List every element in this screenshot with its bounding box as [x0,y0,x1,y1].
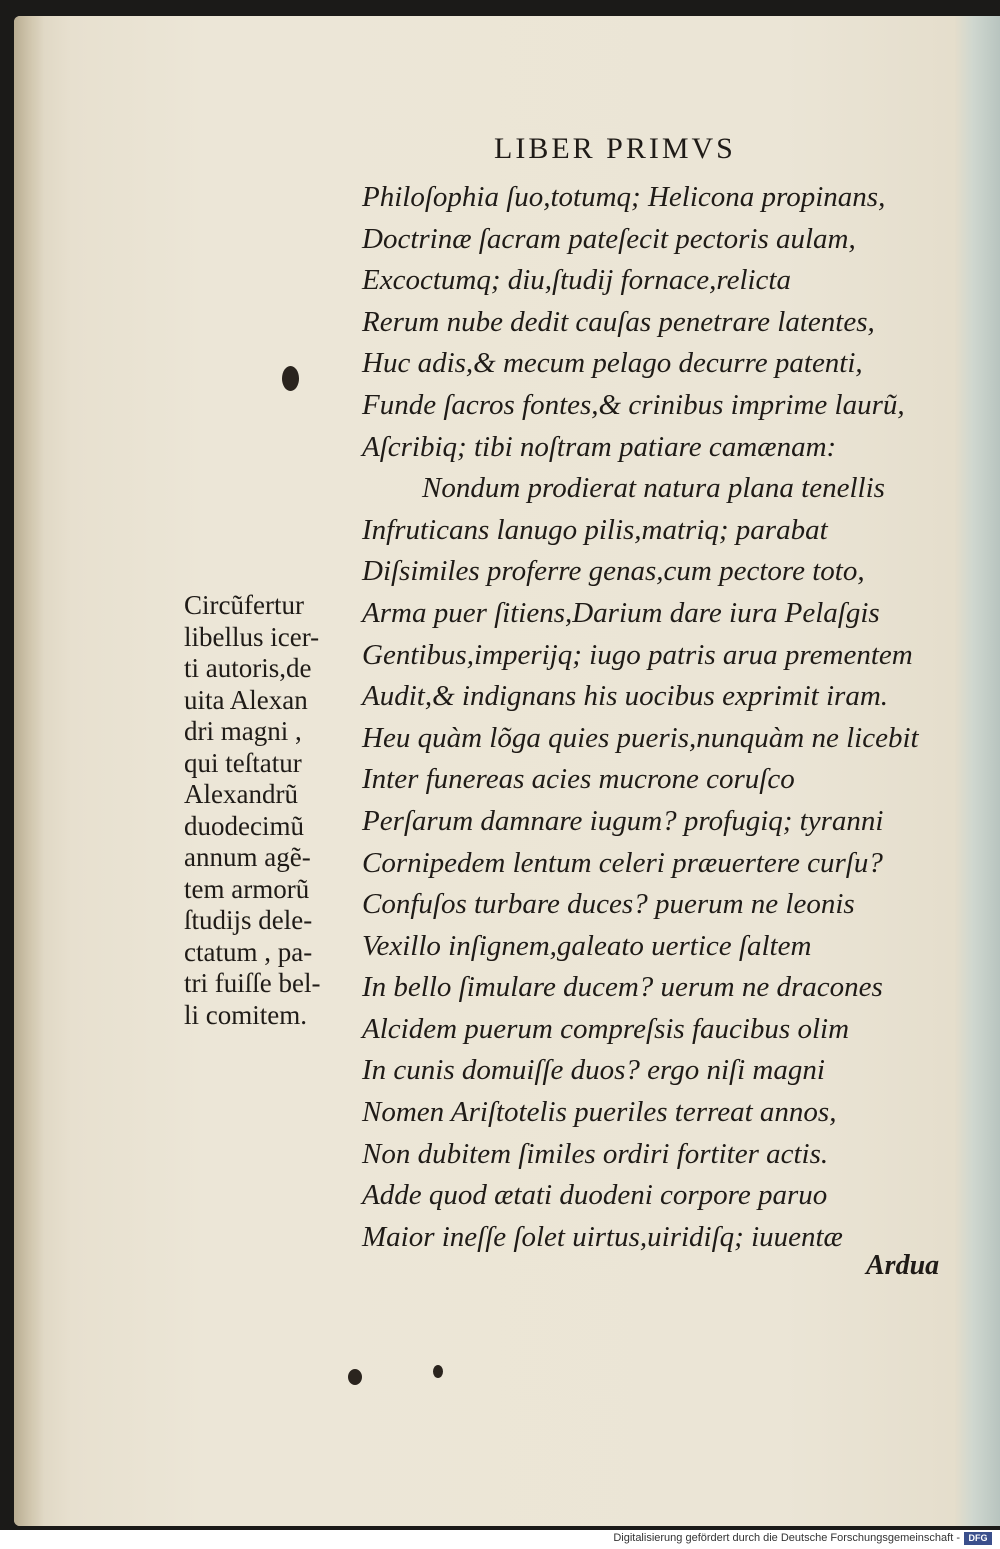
verse-line: Alcidem puerum compreſsis faucibus olim [362,1012,850,1045]
gloss-line: dri magni , [184,716,302,746]
verse-line: Heu quàm lõga quies pueris,nunquàm ne licebit [362,721,919,754]
funding-credit: Digitalisierung gefördert durch die Deutsche Forschungsgemeinschaft - [613,1532,960,1544]
verse-line: Huc adis,& mecum pelago decurre patenti, [362,347,863,380]
gloss-line: qui teſtatur [184,747,302,778]
verse-line: Audit,& indignans his uocibus exprimit iram. [362,680,889,713]
verse-line: Doctrinæ ſacram pateſecit pectoris aulam, [362,222,856,255]
gloss-line: ſtudijs dele- [184,905,313,935]
ink-spot [282,366,299,391]
verse-line: Confuſos turbare duces? puerum ne leonis [362,888,855,921]
gloss-line: ti autoris,de [184,653,312,683]
gloss-line: tem armorũ [184,873,310,904]
verse-line: Nomen Ariſtotelis pueriles terreat annos, [362,1096,837,1129]
gloss-line: tri fuiſſe bel- [184,968,321,998]
verse-line: In cunis domuiſſe duos? ergo niſi magni [362,1054,825,1087]
gloss-line: Alexandrũ [184,779,298,809]
ink-spot [433,1365,443,1378]
marginal-gloss [184,590,364,1031]
verse-line: Perſarum damnare iugum? profugiq; tyranni [362,804,884,837]
running-head: LIBER PRIMVS [494,132,736,165]
verse-line: Inter funereas acies mucrone coruſco [362,763,795,796]
gloss-line: ctatum , pa- [184,936,313,967]
verse-line: Vexillo inſignem,galeato uertice ſaltem [362,929,812,962]
gloss-line: li comitem. [184,999,307,1030]
verse-line: Diſsimiles proferre genas,cum pectore toto, [362,555,865,588]
gloss-line: uita Alexan [184,684,308,715]
verse-line: Aſcribiq; tibi noſtram patiare camænam: [362,430,837,463]
verse-line: Nondum prodierat natura plana tenellis [422,472,885,505]
gloss-line: libellus icer- [184,621,320,652]
verse-line: Gentibus,imperijq; iugo patris arua prementem [362,638,913,671]
verse-line: Maior ineſſe ſolet uirtus,uiridiſq; iuuentæ [362,1220,843,1253]
page-edge-left [14,16,44,1526]
verse-line: Excoctumq; diu,ſtudij fornace,relicta [362,264,791,297]
gloss-line: annum agẽ- [184,842,311,872]
dfg-logo: DFG [964,1532,992,1545]
verse-text-block [362,177,962,1258]
gloss-line: Circũfertur [184,590,304,620]
footer-bar [0,1530,1000,1549]
verse-line: Infruticans lanugo pilis,matriq; parabat [362,513,828,546]
verse-line: Adde quod ætati duodeni corpore paruo [362,1179,828,1212]
catchword: Ardua [866,1250,940,1281]
verse-line: In bello ſimulare ducem? uerum ne dracones [362,971,883,1004]
verse-line: Arma puer ſitiens,Darium dare iura Pelaſgis [362,596,880,629]
verse-line: Rerum nube dedit cauſas penetrare latentes, [362,305,875,338]
ink-spot [348,1369,362,1385]
verse-line: Philoſophia ſuo,totumq; Helicona propinans, [362,181,886,213]
verse-line: Funde ſacros fontes,& crinibus imprime laurũ, [362,388,905,421]
verse-line: Cornipedem lentum celeri præuertere curſu? [362,846,883,879]
verse-line: Non dubitem ſimiles ordiri fortiter actis. [362,1137,829,1170]
gloss-line: duodecimũ [184,810,304,841]
